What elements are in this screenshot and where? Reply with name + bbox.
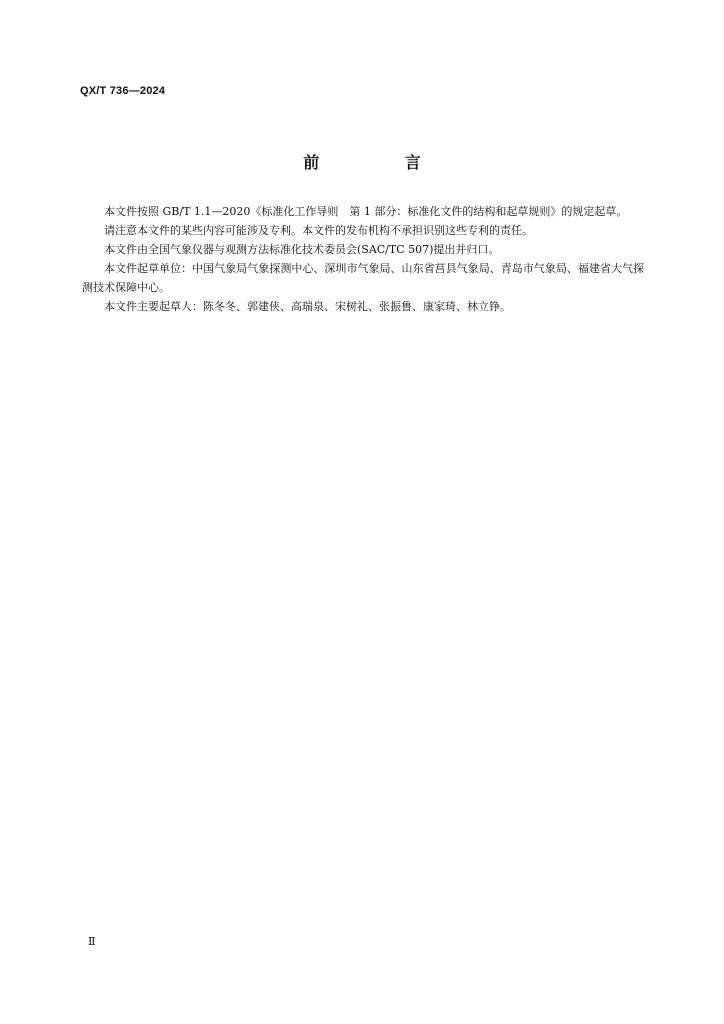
paragraph-patent-notice: 请注意本文件的某些内容可能涉及专利。本文件的发布机构不承担识别这些专利的责任。 — [104, 224, 533, 237]
paragraph-drafters: 本文件主要起草人：陈冬冬、郭建侠、高瑞泉、宋树礼、张振鲁、康家琦、林立铮。 — [104, 300, 511, 313]
foreword-body — [82, 202, 644, 316]
section-title: 前 言 — [303, 153, 461, 172]
document-code: QX/T 736—2024 — [80, 85, 166, 97]
paragraph-drafting-rules: 本文件按照 GB/T 1.1—2020《标准化工作导则 第 1 部分：标准化文件的结构和起草规则》的规定起草。 — [104, 205, 628, 218]
paragraph-proposer: 本文件由全国气象仪器与观测方法标准化技术委员会(SAC/TC 507)提出并归口。 — [104, 243, 500, 256]
page-number: Ⅱ — [88, 935, 96, 948]
paragraph-drafting-units: 本文件起草单位：中国气象局气象探测中心、深圳市气象局、山东省莒县气象局、青岛市气象局、福建省大气探测技术保障中心。 — [82, 262, 644, 294]
